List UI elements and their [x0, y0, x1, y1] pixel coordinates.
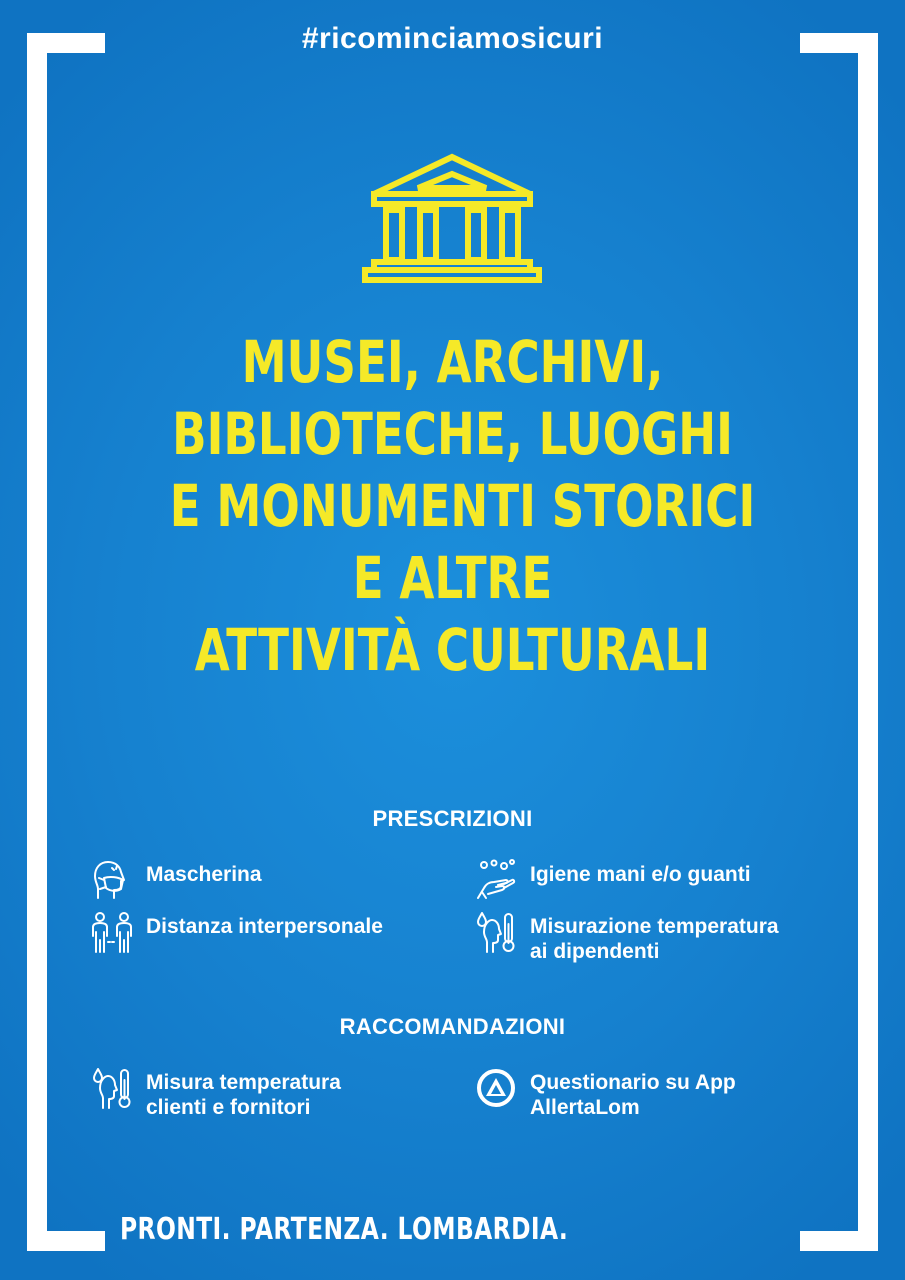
headline-line: BIBLIOTECHE, LUOGHI: [172, 400, 733, 468]
frame-bracket-left-bottom: [27, 1231, 105, 1251]
prescription-item-distance: [90, 910, 383, 954]
prescription-label: Mascherina: [146, 863, 262, 886]
prescription-item-mask: [90, 858, 262, 902]
allertalom-app-icon: [474, 1066, 518, 1110]
mask-icon: [90, 858, 134, 902]
headline-line: E MONUMENTI STORICI: [169, 472, 756, 540]
distance-icon: [90, 910, 134, 954]
recommendation-label: Misura temperatura clienti e fornitori: [146, 1071, 341, 1119]
prescription-label: Distanza interpersonale: [146, 915, 383, 938]
prescription-item-hand-wash: [474, 858, 751, 902]
temple-icon: [362, 152, 542, 284]
section-title-prescrizioni: PRESCRIZIONI: [372, 806, 533, 831]
frame-bracket-right-bottom: [800, 1231, 878, 1251]
thermometer-icon: [474, 910, 518, 954]
recommendation-item-temperature: [90, 1066, 341, 1120]
frame-bracket-left: [27, 33, 47, 1251]
headline: [169, 326, 756, 686]
prescription-label: Igiene mani e/o guanti: [530, 863, 751, 886]
prescription-item-temperature: [474, 910, 779, 964]
prescription-label: Misurazione temperatura ai dipendenti: [530, 915, 779, 963]
headline-line: MUSEI, ARCHIVI,: [241, 328, 664, 396]
section-title-raccomandazioni: RACCOMANDAZIONI: [339, 1014, 566, 1039]
recommendation-label: Questionario su App AllertaLom: [530, 1071, 736, 1119]
footer-slogan: PRONTI. PARTENZA. LOMBARDIA.: [120, 1212, 569, 1247]
recommendation-item-app: [474, 1066, 736, 1120]
headline-line: ATTIVITÀ CULTURALI: [194, 616, 711, 684]
hashtag: #ricominciamosicuri: [301, 22, 604, 55]
thermometer-icon: [90, 1066, 134, 1110]
hand-wash-icon: [474, 858, 518, 902]
frame-bracket-right: [858, 33, 878, 1251]
headline-line: E ALTRE: [352, 544, 553, 612]
